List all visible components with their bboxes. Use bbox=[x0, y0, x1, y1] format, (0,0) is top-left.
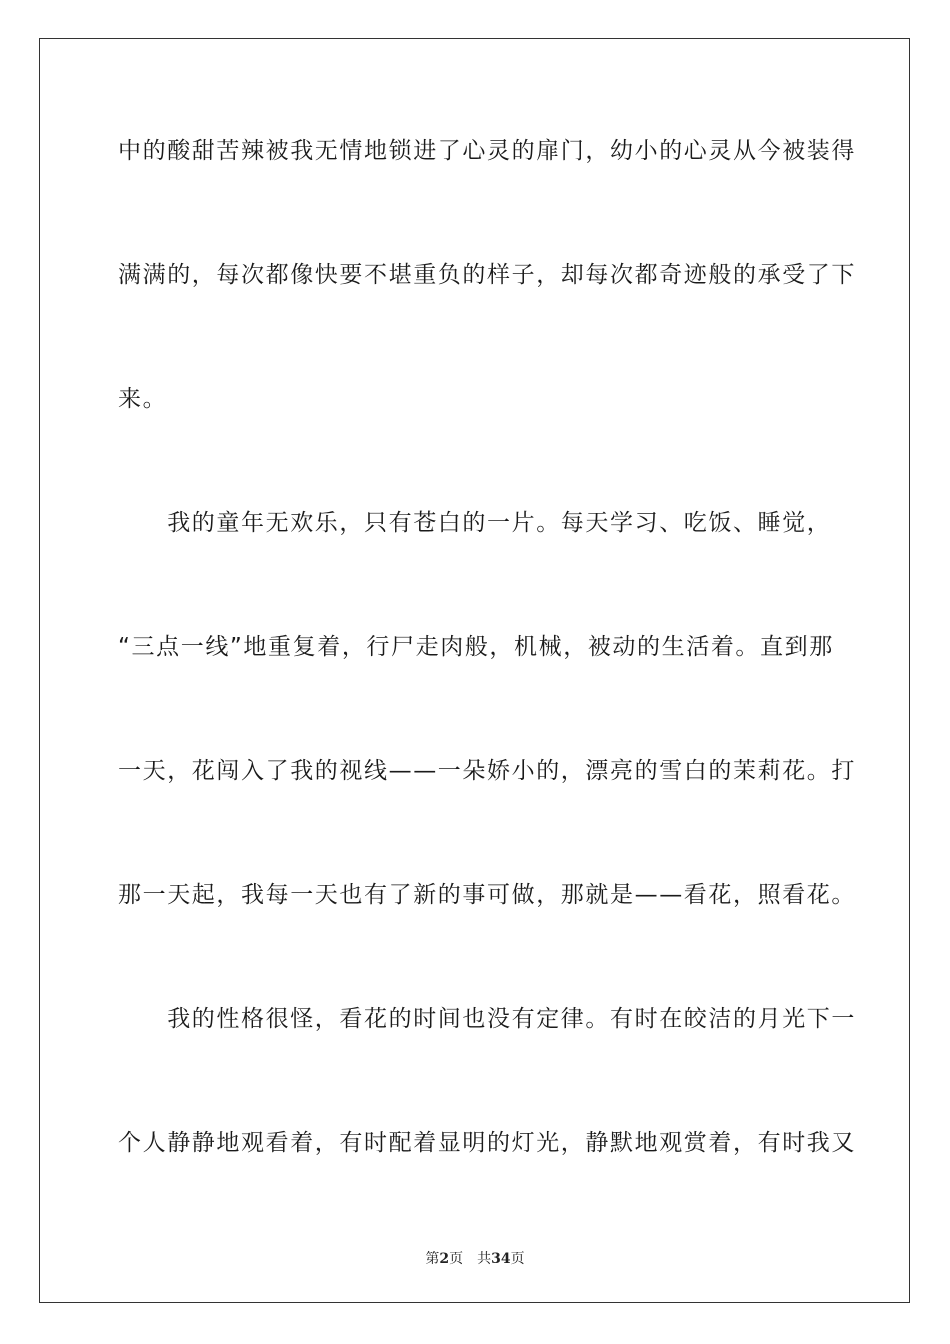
total-page-count: 34 bbox=[491, 1251, 511, 1267]
footer-page-unit: 页 bbox=[449, 1251, 464, 1267]
text-line-7: 那一天起，我每一天也有了新的事可做，那就是——看花，照看花。 bbox=[118, 882, 856, 908]
text-line-6: 一天，花闯入了我的视线——一朵娇小的，漂亮的雪白的茉莉花。打 bbox=[118, 758, 856, 784]
text-line-9: 个人静静地观看着，有时配着显明的灯光，静默地观赏着，有时我又 bbox=[118, 1130, 856, 1156]
text-line-1: 中的酸甜苦辣被我无情地锁进了心灵的扉门，幼小的心灵从今被装得 bbox=[118, 138, 856, 164]
footer-total-prefix: 共 bbox=[477, 1251, 492, 1267]
text-line-3: 来。 bbox=[118, 386, 168, 412]
text-line-4: 我的童年无欢乐，只有苍白的一片。每天学习、吃饭、睡觉， bbox=[118, 510, 832, 536]
text-line-2: 满满的，每次都像快要不堪重负的样子，却每次都奇迹般的承受了下 bbox=[118, 262, 856, 288]
footer-total-unit: 页 bbox=[510, 1251, 525, 1267]
text-line-5: “三点一线”地重复着，行尸走肉般，机械，被动的生活着。直到那 bbox=[118, 634, 834, 660]
footer-prefix: 第 bbox=[425, 1251, 440, 1267]
page-border bbox=[39, 38, 910, 1303]
current-page-number: 2 bbox=[439, 1251, 450, 1267]
text-line-8: 我的性格很怪，看花的时间也没有定律。有时在皎洁的月光下一 bbox=[118, 1006, 856, 1032]
page-footer bbox=[0, 1248, 950, 1268]
